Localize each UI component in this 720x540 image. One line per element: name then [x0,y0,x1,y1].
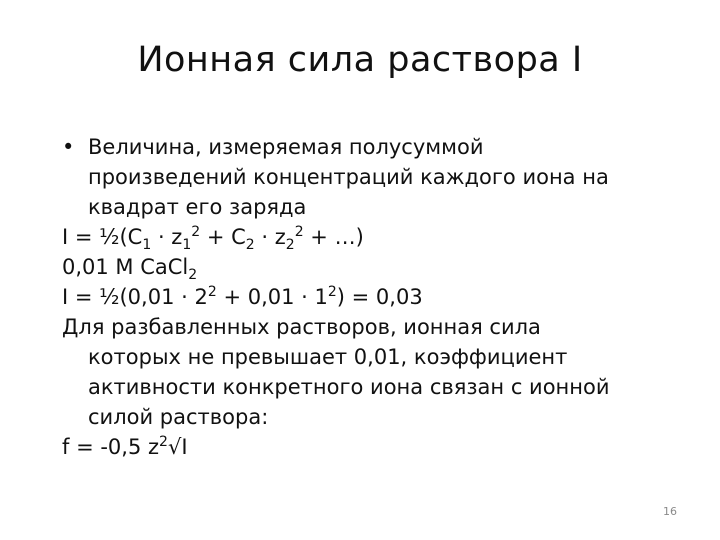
formula-subscript: 2 [245,237,255,253]
page-number: 16 [663,505,677,518]
formula-superscript: 2 [294,224,304,240]
calc-part: ) = 0,03 [336,285,423,309]
formula-part: I = ½(C [62,225,143,249]
calc-superscript: 2 [327,284,337,300]
paragraph-line-1: Для разбавленных растворов, ионная сила [62,315,541,339]
formula-part: + C [200,225,246,249]
bullet-icon: • [62,135,75,159]
calc-part: I = ½(0,01 · 2 [62,285,208,309]
example-subscript: 2 [188,267,198,283]
bullet-line-1: Величина, измеряемая полусуммой [88,135,484,159]
formula-superscript: 2 [159,434,168,450]
calculation-line [62,282,682,312]
slide-title: Ионная сила раствора I [137,40,583,80]
formula-superscript: 2 [191,224,201,240]
paragraph-line-3: активности конкретного иона связан с ионной [88,375,610,399]
calc-superscript: 2 [207,284,217,300]
slide-body [62,132,682,462]
bullet-line-2: произведений концентраций каждого иона на [88,165,609,189]
bullet-item [62,132,682,222]
paragraph-line-4: силой раствора: [88,405,269,429]
calc-part: + 0,01 · 1 [216,285,328,309]
formula-part: √I [167,435,188,459]
formula-subscript: 1 [142,237,152,253]
ionic-strength-formula [62,222,682,252]
example-text: 0,01 M CaCl [62,255,189,279]
formula-subscript: 2 [285,237,295,253]
paragraph-line-2: которых не превышает 0,01, коэффициент [88,345,568,369]
formula-subscript: 1 [182,237,192,253]
bullet-line-3: квадрат его заряда [88,195,307,219]
example-solution [62,252,682,282]
formula-part: f = -0,5 z [62,435,160,459]
activity-coefficient-formula [62,432,682,462]
formula-part: · z [151,225,183,249]
formula-part: · z [254,225,286,249]
formula-part: + …) [303,225,364,249]
